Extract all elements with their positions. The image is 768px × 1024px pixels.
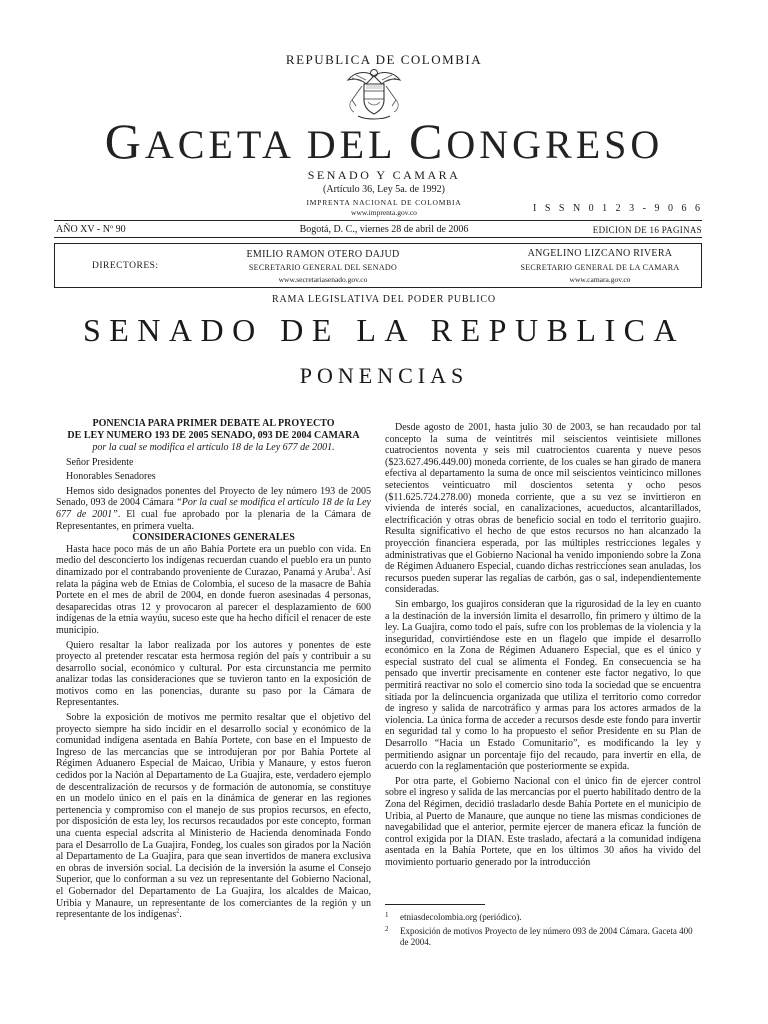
- printer-name: IMPRENTA NACIONAL DE COLOMBIA: [306, 198, 462, 207]
- article-right-column: [385, 422, 701, 869]
- senate-director-title: SECRETARIO GENERAL DEL SENADO: [248, 263, 398, 272]
- paragraph: Sin embargo, los guajiros consideran que la rigurosidad de la ley en cuanto a la destinación de la inversión limita el desarrollo, fin primero y último de la ley. La Guajira, como todo el país, sufre con los problemas de la violencia y la inseguridad, convirtiéndose este en un flagelo que impide el desarrollo económico en la Zona de Régimen Aduanero Especial, que es el único y especial sustrato del cual se alimenta el Fondeg. En consecuencia se ha pensado que invertir precisamente en contener este factor negativo, lo que permitirá reactivar no solo el comercio sino toda la sociedad que se encuentra sitiada por la delincuencia organizada que utiliza el territorio como corredor de ingreso y salida de narcotráfico y armas para los actores armados de la violencia. La única forma de acceder a recursos desde este fondo para invertir en seguridad tal y como lo ha propuesto el señor Presidente en su Plan de Desarrollo “Hacia un Estado Comunitario”, es modificando la ley y permitiendo asignar un porcentaje fijo del recaudo, para invertir en ella, de acuerdo con la reglamentación que posteriormente se expida.: [385, 598, 701, 773]
- directors-label: DIRECTORES:: [92, 261, 159, 271]
- divider: [54, 237, 702, 238]
- footnote: 2 Exposición de motivos Proyecto de ley número 093 de 2004 Cámara. Gaceta 400 de 2004.: [385, 925, 693, 947]
- issue-number: AÑO XV - Nº 90: [56, 224, 126, 235]
- country-name: REPUBLICA DE COLOMBIA: [285, 52, 483, 67]
- considerations-heading: CONSIDERACIONES GENERALES: [132, 532, 295, 544]
- house-director-web: www.camara.gov.co: [569, 275, 631, 284]
- edition-pages: EDICION DE 16 PAGINAS: [592, 225, 702, 235]
- chamber-heading: SENADO DE LA REPUBLICA: [82, 312, 686, 348]
- article-title-line1: PONENCIA PARA PRIMER DEBATE AL PROYECTO: [92, 418, 335, 429]
- footnote-divider: [385, 904, 485, 905]
- footnote-ref: 1: [349, 566, 353, 573]
- section-heading: PONENCIAS: [299, 363, 469, 388]
- divider: [54, 220, 702, 221]
- printer-web: www.imprenta.gov.co: [351, 208, 417, 217]
- article-subtitle: por la cual se modifica el artículo 18 de la Ley 677 de 2001.: [92, 442, 335, 453]
- issue-date: Bogotá, D. C., viernes 28 de abril de 2006: [299, 224, 469, 235]
- salutation-president: Señor Presidente: [66, 456, 134, 468]
- house-director-title: SECRETARIO GENERAL DE LA CAMARA: [520, 263, 680, 272]
- newspaper-title: GACETA DEL CONGRESO: [104, 113, 664, 169]
- salutation-senators: Honorables Senadores: [66, 471, 156, 483]
- house-director-name: ANGELINO LIZCANO RIVERA: [527, 248, 673, 259]
- paragraph: Quiero resaltar la labor realizada por los autores y ponentes de este proyecto al pretender rescatar esta hermosa región del país y contribuir a su desarrollo social, económico y cultural. Por esta circunstancia me permito analizar todas las consideraciones que se tuvieron tanto en la exposición de motivos como en las ponencias, durante su paso por la Cámara de Representantes.: [56, 639, 371, 709]
- footnote-ref: 2: [176, 908, 180, 915]
- law-reference: (Artículo 36, Ley 5a. de 1992): [323, 184, 445, 195]
- senate-director-name: EMILIO RAMON OTERO DAJUD: [246, 249, 400, 260]
- article-title-line2: DE LEY NUMERO 193 DE 2005 SENADO, 093 DE 2004 CAMARA: [67, 430, 360, 441]
- senate-director-web: www.secretariasenado.gov.co: [278, 275, 368, 284]
- branch-label: RAMA LEGISLATIVA DEL PODER PUBLICO: [272, 294, 496, 305]
- intro-paragraph: Hemos sido designados ponentes del Proyecto de ley número 193 de 2005 Senado, 093 de 2004 Cámara “Por la cual se modifica el artículo 18 de la Ley 677 de 2001”. El cual fue aprobado por la plenaria de la Cámara de Representantes, en primera vuelta.: [56, 485, 371, 532]
- paragraph: Por otra parte, el Gobierno Nacional con el único fin de ejercer control sobre el ingreso y salida de las mercancías por el puerto habilitado dentro de la Zona del Régimen, decidió trasladarlo desde Bahía Portete en el municipio de Uribia, al Puerto de Manaure, que aunque no tiene las mismas condiciones de navegabilidad que el anterior, permite ejercer de manera eficaz la función de control exigida por la DIAN. Este traslado, afectará a la comunidad indígena asentada en la Bahía Portete, que en los últimos 30 años ha vivido del movimiento portuario generado por la introducción: [385, 775, 701, 868]
- paragraph: Sobre la exposición de motivos me permito resaltar que el objetivo del proyecto siempre ha sido incidir en el desarrollo social y económico de la comunidad indígena asentada en Bahía Portete, con base en el Impuesto de Ingreso de las mercancías que se introdujeran por por Bahía Portete al Régimen Aduanero Especial de Maicao, Uribia y Manaure, y estos fueron cedidos por la Nación al Departamento de La Guajira, este, verdadero ejemplo de descentralización de recursos y de formación de autonomía, se constituye en un modelo único en el país en la dinámica de generar en las regiones pertenencia y compromiso con el manejo de sus propios recursos, en efecto, por disposición de esta ley, los recursos recaudados por este concepto, forman una cuenta especial adscrita al Ministerio de Hacienda denominada Fondo para el Desarrollo de La Guajira, Fondeg, los cuales son girados por la Nación al Departamento de La Guajira, para que sean invertidos de manera exclusiva en obras de inversión social. La decisión de la inversión la asume el Consejo Superior, que lo conforman a su vez un representante del Gobierno Nacional, el Gobernador del Departamento de La Guajira, los alcaldes de Maicao, Uribia y Manaure, un representante de los comerciantes de la región y un representante de los indígenas$^2$.: [56, 712, 371, 921]
- chambers-subtitle: SENADO Y CAMARA: [307, 168, 461, 182]
- paragraph: Desde agosto de 2001, hasta julio 30 de 2003, se han recaudado por tal concepto la suma de veintitrés mil seiscientos veintisiete millones cuatrocientos noventa y seis mil cuatrocientos cuarenta y nueve pesos ($23.627.496.449.00) moneda corriente, de los cuales se han girado de manera efectiva al departamento la suma de once mil seiscientos veinticinco millones setecientos veinticuatro mil doscientos setenta y ocho pesos ($11.625.724.278.00) moneda corriente, que a su vez se invirtieron en vivienda de interés social, en canalizaciones, acueductos, alcantarillados, electrificación y otras obras de beneficio social en todo el territorio guajiro. Resulta significativo el hecho de que estos recursos no han alcanzado la proyección financiera esperada, por las múltiples restricciones legales y administrativas que el Gobierno Nacional ha venido imponiendo sobre la Zona de Régimen Aduanero Especial, cuando dichas restricciones sean anuladas, los recursos pueden superar las regalías de carbón, gas o sal, independientemente consideradas.: [385, 422, 701, 596]
- paragraph: Hasta hace poco más de un año Bahía Portete era un pueblo con vida. En medio del desconcierto los indígenas recuerdan cuando el pueblo era un punto dinamizado por el contrabando proveniente de Curazao, Panamá y Aruba$^1$. Así relata la página web de Etnias de Colombia, el suceso de la masacre de Bahía Portete en el mes de abril de 2004, en donde fueron asesinadas 4 personas, desaparecidas otras 12 y provocaron al parecer el desplazamiento de 600 indígenas de la etnia wayúu, suceso este que ha hecho difícil el renacer de este municipio.: [56, 543, 372, 636]
- article-left-column: [56, 418, 371, 921]
- footnote: 1 etniasdecolombia.org (periódico).: [385, 911, 522, 922]
- issn-number: I S S N 0 1 2 3 - 9 0 6 6: [532, 203, 703, 214]
